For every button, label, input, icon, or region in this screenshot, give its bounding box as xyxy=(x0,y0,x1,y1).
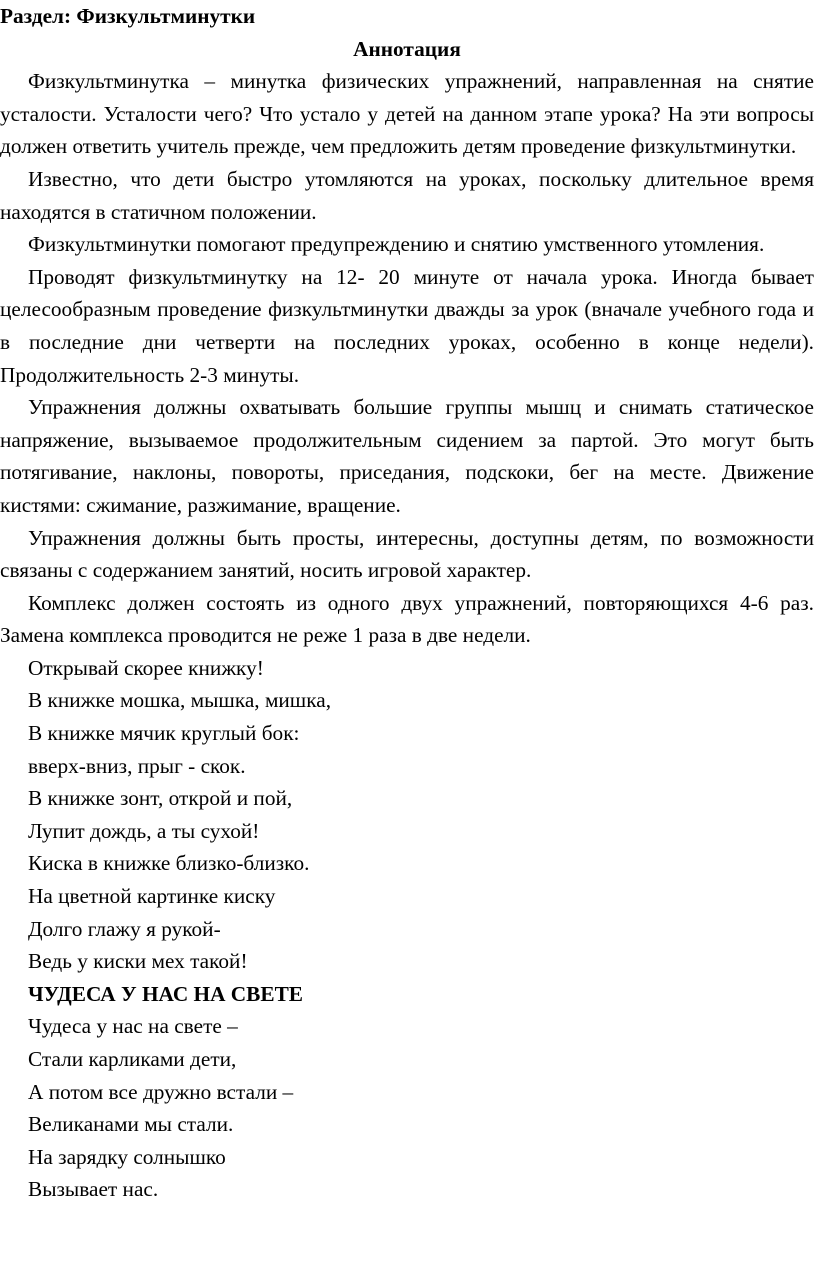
poem-wonders xyxy=(0,1010,814,1206)
verse-line: В книжке мячик круглый бок: xyxy=(28,721,300,746)
verse-line: Долго глажу я рукой- xyxy=(28,916,221,941)
verse-line: вверх-вниз, прыг - скок. xyxy=(28,753,246,778)
paragraph: Физкультминутки помогают предупреждению и снятию умственного утомления. xyxy=(28,232,765,257)
verse-line: Великанами мы стали. xyxy=(28,1112,234,1137)
poem-book xyxy=(0,652,814,978)
verse-line: Ведь у киски мех такой! xyxy=(28,949,248,974)
verse-line: Лупит дождь, а ты сухой! xyxy=(28,818,260,843)
paragraph: Проводят физкультминутку на 12- 20 минуте от начала урока. Иногда бывает целесообразным проведение физкультминутки дважды за урок (вначале учебного года и в последние дни четверти на последних уроках, особенно в конце недели). Продолжительность 2-3 минуты. xyxy=(0,264,814,387)
document-title: Аннотация xyxy=(353,36,461,61)
verse-line: На цветной картинке киску xyxy=(28,884,276,909)
paragraph: Физкультминутка – минутка физических упражнений, направленная на снятие усталости. Усталости чего? Что устало у детей на данном этапе урока? На эти вопросы должен ответить учитель прежде, чем предложить детям проведение физкультминутки. xyxy=(0,69,814,159)
paragraph: Упражнения должны быть просты, интересны, доступны детям, по возможности связаны с содержанием занятий, носить игровой характер. xyxy=(0,525,814,583)
verse-line: Киска в книжке близко-близко. xyxy=(28,851,310,876)
verse-line: Открывай скорее книжку! xyxy=(28,655,264,680)
verse-line: На зарядку солнышко xyxy=(28,1144,226,1169)
paragraph: Комплекс должен состоять из одного двух упражнений, повторяющихся 4-6 раз. Замена комплекса проводится не реже 1 раза в две недели. xyxy=(0,590,814,648)
paragraph: Упражнения должны охватывать большие группы мышц и снимать статическое напряжение, вызываемое продолжительным сидением за партой. Это могут быть потягивание, наклоны, повороты, приседания, подскоки, бег на месте. Движение кистями: сжимание, разжимание, вращение. xyxy=(0,395,814,517)
section-title: Раздел: Физкультминутки xyxy=(0,4,256,28)
verse-line: Стали карликами дети, xyxy=(28,1047,237,1071)
verse-line: В книжке мошка, мышка, мишка, xyxy=(28,688,332,713)
poem-title: ЧУДЕСА У НАС НА СВЕТЕ xyxy=(28,981,303,1006)
verse-line: В книжке зонт, открой и пой, xyxy=(28,786,293,811)
verse-line: Вызывает нас. xyxy=(28,1177,159,1202)
paragraph: Известно, что дети быстро утомляются на уроках, поскольку длительное время находятся в статичном положении. xyxy=(0,166,814,224)
verse-line: Чудеса у нас на свете – xyxy=(28,1014,238,1039)
verse-line: А потом все дружно встали – xyxy=(28,1079,294,1104)
